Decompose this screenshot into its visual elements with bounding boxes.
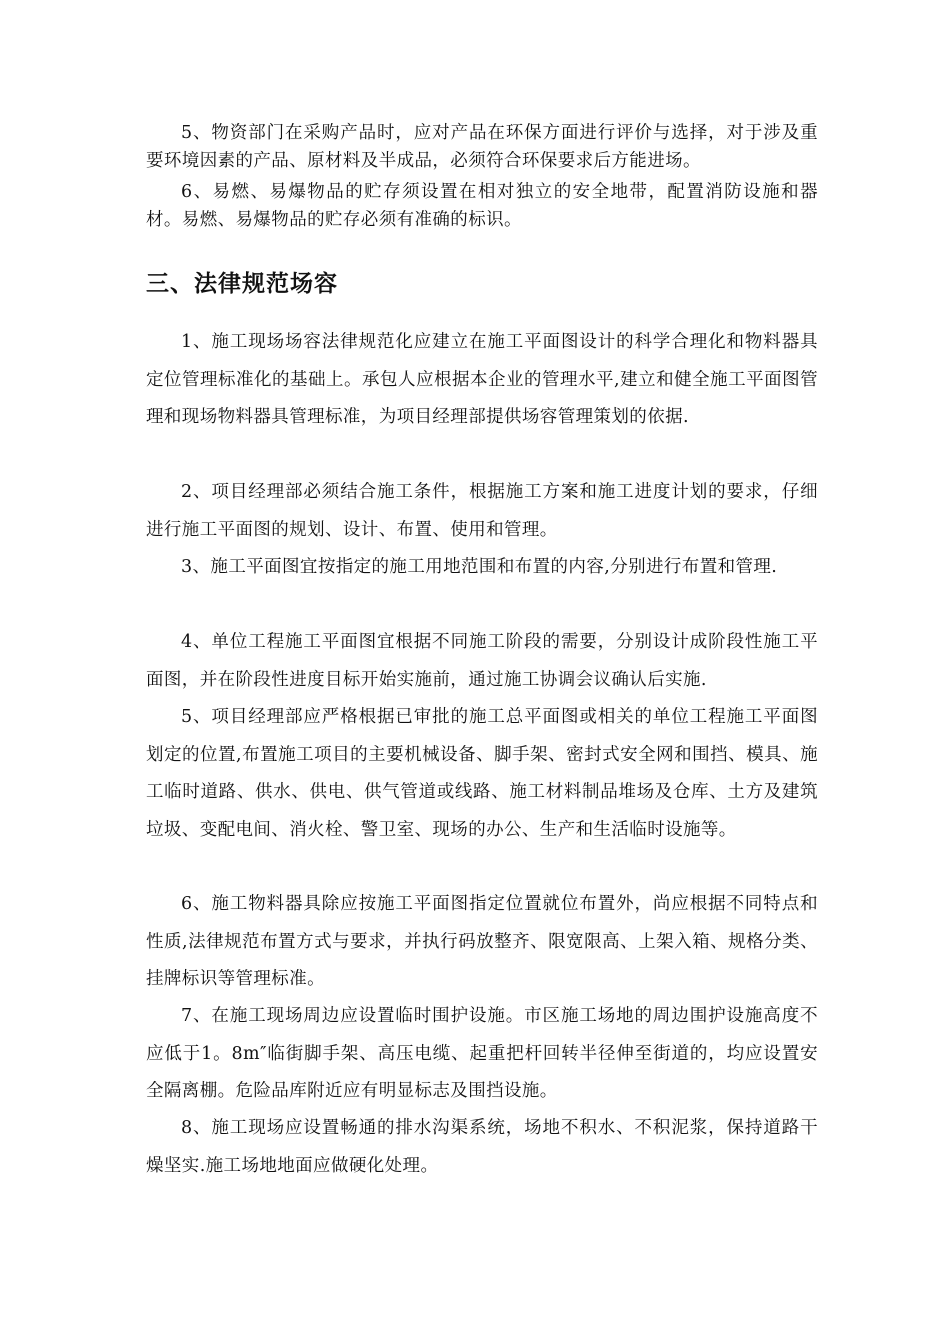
paragraph-3: 3、施工平面图宜按指定的施工用地范围和布置的内容,分别进行布置和管理. [181,557,778,577]
section-heading: 三、法律规范场容 [146,271,338,297]
paragraph-4: 4、单位工程施工平面图宜根据不同施工阶段的需要，分别设计成阶段性施工平面图，并在阶段性进度目标开始实施前，通过施工协调会议确认后实施. [146,632,818,690]
paragraph-8: 8、施工现场应设置畅通的排水沟渠系统，场地不积水、不积泥浆，保持道路干燥坚实.施工场地地面应做硬化处理。 [146,1118,818,1176]
paragraph-5: 5、项目经理部应严格根据已审批的施工总平面图或相关的单位工程施工平面图划定的位置,布置施工项目的主要机械设备、脚手架、密封式安全网和围挡、模具、施工临时道路、供水、供电、供气管道或线路、施工材料制品堆场及仓库、土方及建筑垃圾、变配电间、消火栓、警卫室、现场的办公、生产和生活临时设施等。 [146,707,818,840]
paragraph-flammable-storage: 6、易燃、易爆物品的贮存须设置在相对独立的安全地带，配置消防设施和器材。易燃、易爆物品的贮存必须有准确的标识。 [146,182,818,230]
paragraph-7: 7、在施工现场周边应设置临时围护设施。市区施工场地的周边围护设施高度不应低于1。8m″临街脚手架、高压电缆、起重把杆回转半径伸至街道的，均应设置安全隔离棚。危险品库附近应有明显标志及围挡设施。 [146,1006,818,1101]
paragraph-1: 1、施工现场场容法律规范化应建立在施工平面图设计的科学合理化和物料器具定位管理标准化的基础上。承包人应根据本企业的管理水平,建立和健全施工平面图管理和现场物料器具管理标准，为项目经理部提供场容管理策划的依据. [146,332,818,427]
paragraph-materials-procurement: 5、物资部门在采购产品时，应对产品在环保方面进行评价与选择，对于涉及重要环境因素的产品、原材料及半成品，必须符合环保要求后方能进场。 [146,123,818,171]
paragraph-2: 2、项目经理部必须结合施工条件，根据施工方案和施工进度计划的要求，仔细进行施工平面图的规划、设计、布置、使用和管理。 [146,482,818,540]
paragraph-6: 6、施工物料器具除应按施工平面图指定位置就位布置外，尚应根据不同特点和性质,法律规范布置方式与要求，并执行码放整齐、限宽限高、上架入箱、规格分类、挂牌标识等管理标准。 [146,894,818,989]
